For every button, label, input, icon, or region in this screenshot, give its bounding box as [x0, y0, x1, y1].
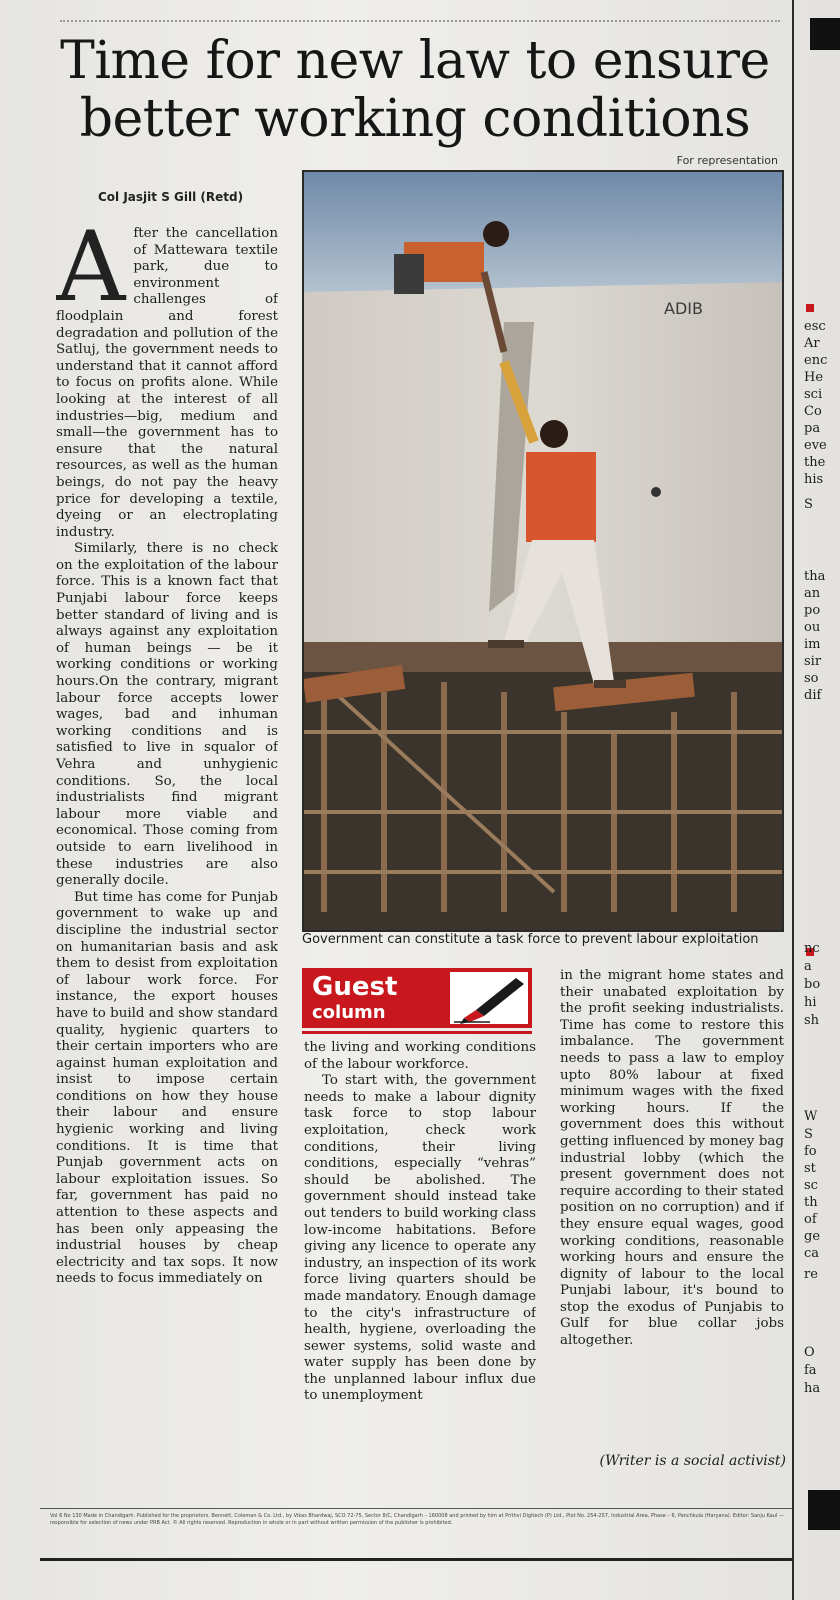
- adjacent-text-fragment: dif: [804, 688, 822, 703]
- adjacent-text-fragment: He: [804, 370, 824, 385]
- adjacent-text-fragment: st: [804, 1161, 816, 1176]
- adjacent-text-fragment: hi: [804, 995, 817, 1010]
- adjacent-text-fragment: S: [804, 1127, 813, 1142]
- adjacent-text-fragment: pa: [804, 421, 821, 436]
- guest-column-box: [302, 968, 532, 1028]
- photo-sign-text: ADIB: [664, 299, 703, 318]
- paragraph-3: But time has come for Punjab government to wake up and discipline the industrial sector on humanitarian basis and ask them to desist from exploitation of labour work force. For instance, the export houses have to build and show standard quality, hygienic quarters to their certain importers who are against human exploitation and insist to impose certain conditions on how they house their labour and ensure hygienic working and living conditions. It is time that Punjab government acts on labour exploitation issues. So far, government has paid no attention to these aspects and has been only appeasing the industrial houses by cheap electricity and tax sops. It now needs to focus immediately on: [56, 889, 278, 1287]
- article-column-2: [304, 1040, 536, 1470]
- guest-column-underline: [302, 1031, 532, 1034]
- byline: Col Jasjit S Gill (Retd): [98, 190, 244, 204]
- adjacent-text-fragment: esc: [804, 319, 826, 334]
- article-photo: [302, 170, 784, 932]
- adjacent-text-fragment: ca: [804, 1246, 820, 1261]
- adjacent-text-fragment: enc: [804, 353, 828, 368]
- adjacent-text-fragment: fo: [804, 1144, 817, 1159]
- headline: Time for new law to ensure better working conditions: [60, 31, 770, 149]
- adjacent-text-fragment: Co: [804, 404, 822, 419]
- adjacent-text-fragment: O: [804, 1345, 815, 1360]
- adjacent-text-fragment: bo: [804, 977, 821, 992]
- top-dotted-rule: [60, 20, 780, 22]
- adjacent-text-fragment: Ar: [804, 336, 820, 351]
- adjacent-text-fragment: nc: [804, 941, 820, 956]
- footer-rule: [40, 1508, 792, 1509]
- photo-caption: Government can constitute a task force to prevent labour exploitation: [302, 932, 759, 947]
- fountain-pen-icon: [450, 972, 528, 1024]
- adjacent-text-fragment: ou: [804, 620, 821, 635]
- adjacent-text-fragment: ge: [804, 1229, 821, 1244]
- guest-label: Guest: [312, 972, 398, 1002]
- adjacent-black-block: [810, 18, 840, 50]
- paragraph-2: Similarly, there is no check on the exploitation of the labour force. This is a known fact that Punjabi labour force keeps better standard of living and is always against any exploitation of human beings — be it working conditions or working hours.On the contrary, migrant labour force accepts lower wages, bad and inhuman working conditions and is satisfied to live in squalor of Vehra and unhygienic conditions. So, the local industrialists find migrant labour more viable and economical. Those coming from outside to earn livelihood in these industries are also generally docile.: [56, 541, 278, 889]
- adjacent-text-fragment: of: [804, 1212, 817, 1227]
- paragraph-1-text: fter the cancellation of Mattewara textile park, due to environment challenges of floodplain and forest degradation and pollution of the Satluj, the government needs to understand that it cannot afford to focus on profits alone. While looking at the interest of all industries—big, medium and small—the government has to ensure that the natural resources, as well as the human beings, do not pay the heavy price for developing a textile, dyeing or an electroplating industry.: [56, 226, 278, 540]
- adjacent-text-fragment: eve: [804, 438, 827, 453]
- adjacent-text-fragment: an: [804, 586, 821, 601]
- adjacent-text-fragment: sh: [804, 1013, 820, 1028]
- adjacent-text-fragment: th: [804, 1195, 818, 1210]
- adjacent-text-fragment: W: [804, 1109, 818, 1124]
- adjacent-text-fragment: re: [804, 1267, 818, 1282]
- photo-credit: For representation: [676, 154, 778, 167]
- footer-thick-rule: [40, 1558, 792, 1561]
- adjacent-text-fragment: ha: [804, 1381, 821, 1396]
- adjacent-red-bullet: [806, 304, 814, 312]
- adjacent-text-fragment: sci: [804, 387, 823, 402]
- adjacent-text-fragment: po: [804, 603, 821, 618]
- construction-workers-image: [304, 172, 782, 930]
- paragraph-1: [56, 226, 278, 541]
- paragraph-4: the living and working conditions of the labour workforce.: [304, 1040, 536, 1072]
- adjacent-text-fragment: his: [804, 472, 824, 487]
- adjacent-text-fragment: so: [804, 671, 819, 686]
- adjacent-text-fragment: S: [804, 497, 813, 512]
- adjacent-text-fragment: im: [804, 637, 821, 652]
- adjacent-text-fragment: sc: [804, 1178, 818, 1193]
- writer-tagline: (Writer is a social activist): [599, 1453, 786, 1469]
- column-label: column: [312, 1002, 386, 1023]
- paragraph-5: To start with, the government needs to make a labour dignity task force to stop labour exploitation, check work conditions, their living conditions, especially “vehras” should be abolished. The government should instead take out tenders to build working class low-income habitations. Before giving any licence to operate any industry, an inspection of its work force living quarters should be made mandatory. Enough damage to the city's infrastructure of health, hygiene, overloading the sewer systems, solid waste and water supply has been done by the unplanned labour influx due to unemployment: [304, 1073, 536, 1404]
- article-column-3: [560, 968, 784, 1428]
- adjacent-text-fragment: a: [804, 959, 812, 974]
- adjacent-black-block-bottom: [808, 1490, 840, 1530]
- adjacent-text-fragment: fa: [804, 1363, 817, 1378]
- imprint-line: Vol 6 No 130 Made in Chandigarh. Published for the proprietors, Bennett, Coleman & Co. Ltd., by Vikas Bhardwaj, SCO 72-75, Sector 8/C, Chandigarh – 160008 and printed by him at Prithvi Digitech (P) Ltd., Plot No. 254-257, Industrial Area, Phase – 6, Panchkula (Haryana). Editor: Sanju Kaul — responsible for selection of news under PRB Act. © All rights reserved. Reproduction in whole or in part without written permission of the publisher is prohibited.: [50, 1513, 784, 1526]
- adjacent-text-fragment: the: [804, 455, 826, 470]
- drop-cap: A: [56, 226, 126, 323]
- adjacent-text-fragment: tha: [804, 569, 826, 584]
- adjacent-text-fragment: sir: [804, 654, 822, 669]
- article-column-1: [56, 226, 278, 1466]
- column-separator: [792, 0, 794, 1600]
- paragraph-6: in the migrant home states and their unabated exploitation by the profit seeking industrialists. Time has come to restore this imbalance. The government needs to pass a law to employ upto 80% labour at fixed minimum wages with the fixed working hours. If the government does this without getting influenced by money bag industrial lobby (which the present government does not require according to their stated position on no corruption) and if they ensure equal wages, good working conditions, reasonable working hours and ensure the dignity of labour to the local Punjabi labour, it's bound to stop the exodus of Punjabis to Gulf for blue collar jobs altogether.: [560, 968, 784, 1349]
